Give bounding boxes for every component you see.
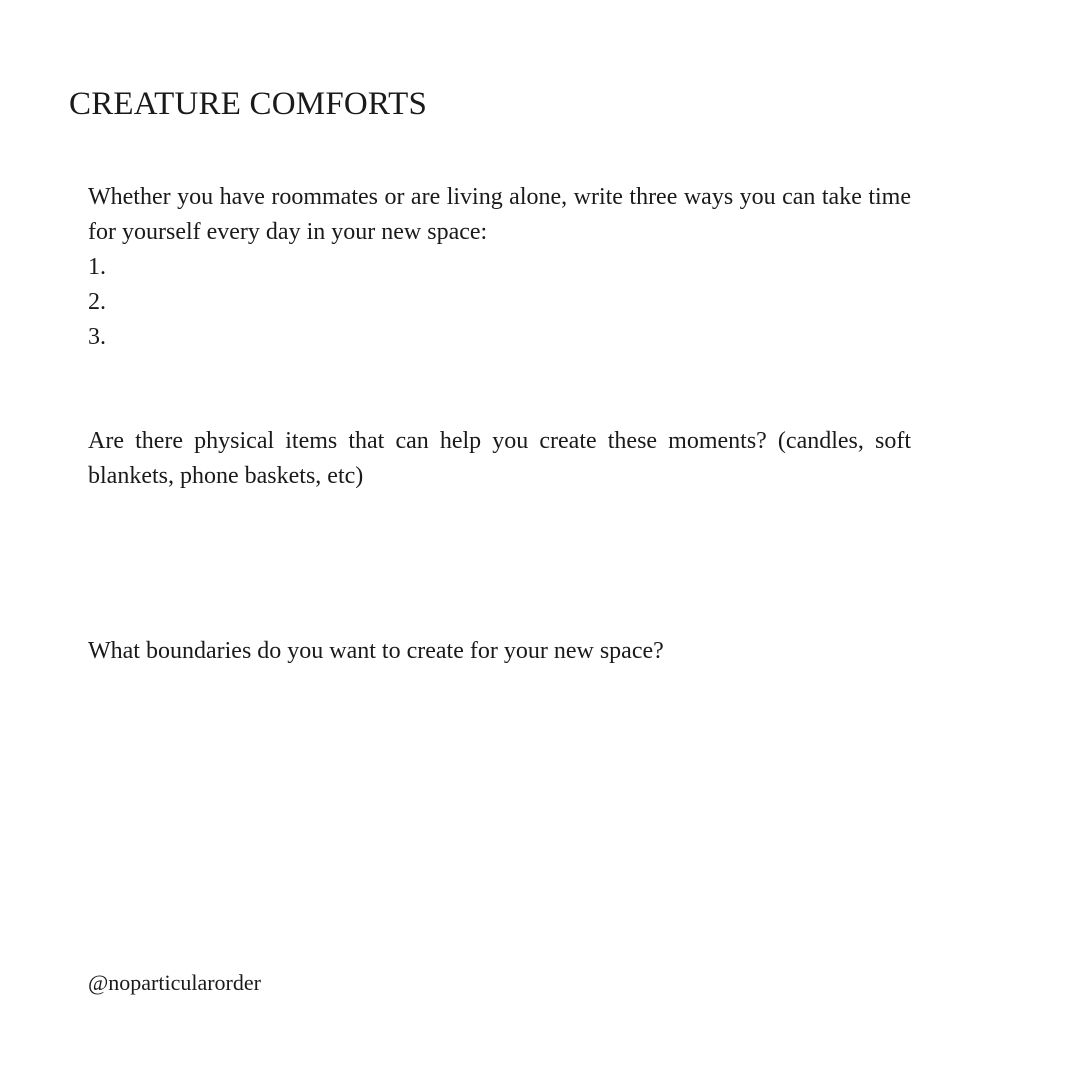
prompt-text: Whether you have roommates or are living alone, write three ways you can take time for yourself every day in your new space: bbox=[88, 184, 911, 245]
prompt-boundaries bbox=[88, 634, 911, 669]
page-title: CREATURE COMFORTS bbox=[69, 86, 428, 122]
list-item-3: 3. bbox=[88, 324, 106, 350]
prompt-text: What boundaries do you want to create for your new space? bbox=[88, 638, 664, 664]
list-item-2: 2. bbox=[88, 289, 106, 315]
prompt-text: Are there physical items that can help you create these moments? (candles, soft blankets, phone baskets, etc) bbox=[88, 428, 911, 489]
prompt-physical-items bbox=[88, 424, 911, 494]
list-item-1: 1. bbox=[88, 254, 106, 280]
prompt-comfort-ways bbox=[88, 180, 911, 355]
social-handle: @noparticularorder bbox=[88, 970, 261, 995]
